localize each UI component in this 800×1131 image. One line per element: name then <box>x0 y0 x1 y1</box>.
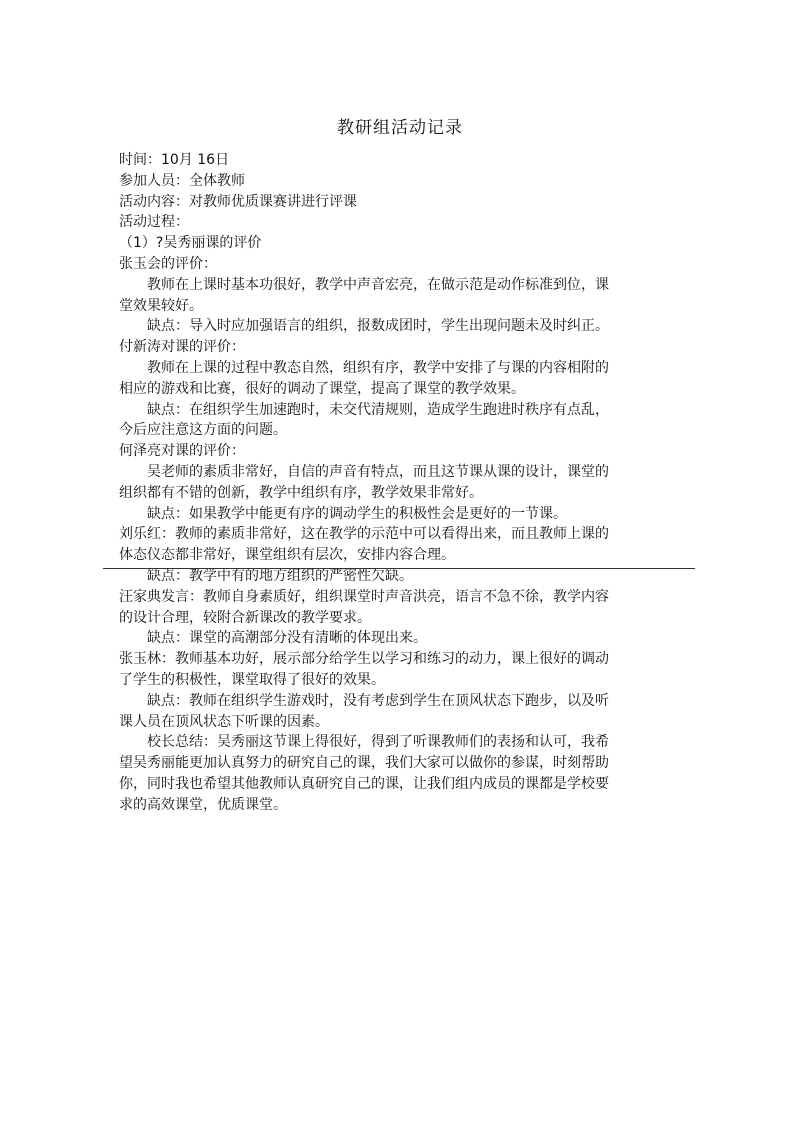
paragraph-line: 组织都有不错的创新，教学中组织有序，教学效果非常好。 <box>119 484 483 501</box>
paragraph-line: 相应的游戏和比赛，很好的调动了课堂，提高了课堂的教学效果。 <box>119 380 525 397</box>
participants: 参加人员：全体教师 <box>119 172 245 189</box>
principal-summary-line: 望吴秀丽能更加认真努力的研究自己的课，我们大家可以做你的参谋，时刻帮助 <box>119 755 609 772</box>
shortcoming-line: 缺点：在组织学生加速跑时，未交代清规则，造成学生跑进时秩序有点乱， <box>147 401 609 418</box>
meeting-time: 时间：10月 16日 <box>119 152 230 168</box>
paragraph-line: 的设计合理，较附合新课改的教学要求。 <box>119 609 371 626</box>
paragraph-line: 教师在上课时基本功很好，教学中声音宏亮，在做示范是动作标准到位，课 <box>147 276 609 293</box>
paragraph-line: 了学生的积极性，课堂取得了很好的效果。 <box>119 671 385 688</box>
activity-process-heading: 活动过程： <box>119 214 189 231</box>
paragraph-line: 吴老师的素质非常好，自信的声音有特点，而且这节课从课的设计，课堂的 <box>147 463 609 480</box>
shortcoming-line: 缺点：教学中有的地方组织的严密性欠缺。 <box>147 567 413 584</box>
paragraph-line: 课人员在顶风状态下听课的因素。 <box>119 713 329 730</box>
shortcoming-line: 缺点：如果教学中能更有序的调动学生的积极性会是更好的一节课。 <box>147 505 567 522</box>
document-body <box>119 150 619 816</box>
reviewer-heading: 付新涛对课的评价： <box>119 339 245 356</box>
paragraph-line: 体态仪态都非常好，课堂组织有层次，安排内容合理。 <box>119 547 455 564</box>
paragraph-line: 教师在上课的过程中教态自然，组织有序，教学中安排了与课的内容相附的 <box>147 359 609 376</box>
page-divider-line <box>103 568 695 569</box>
document-title: 教研组活动记录 <box>337 118 463 138</box>
paragraph-line: 刘乐红：教师的素质非常好，这在教学的示范中可以看得出来，而且教师上课的 <box>119 526 609 543</box>
principal-summary-line: 求的高效课堂，优质课堂。 <box>119 796 287 813</box>
activity-content: 活动内容：对教师优质课赛讲进行评课 <box>119 193 357 210</box>
reviewer-heading: 张玉会的评价： <box>119 255 217 272</box>
shortcoming-line: 缺点：课堂的高潮部分没有清晰的体现出来。 <box>147 630 427 647</box>
section-heading: （1）?吴秀丽课的评价 <box>119 235 262 252</box>
reviewer-heading: 何泽亮对课的评价： <box>119 443 245 460</box>
principal-summary-line: 校长总结：吴秀丽这节课上得很好，得到了听课教师们的表扬和认可，我希 <box>147 734 609 751</box>
paragraph-line: 堂效果较好。 <box>119 297 203 314</box>
principal-summary-line: 你，同时我也希望其他教师认真研究自己的课，让我们组内成员的课都是学校要 <box>119 775 609 792</box>
shortcoming-line: 缺点：教师在组织学生游戏时，没有考虑到学生在顶风状态下跑步，以及听 <box>147 692 609 709</box>
paragraph-line: 今后应注意这方面的问题。 <box>119 422 287 439</box>
paragraph-line: 张玉林：教师基本功好，展示部分给学生以学习和练习的动力，课上很好的调动 <box>119 651 609 668</box>
paragraph-line: 汪家典发言：教师自身素质好，组织课堂时声音洪亮，语言不急不徐，教学内容 <box>119 588 609 605</box>
shortcoming-line: 缺点：导入时应加强语言的组织，报数成团时，学生出现问题未及时纠正。 <box>147 318 609 335</box>
